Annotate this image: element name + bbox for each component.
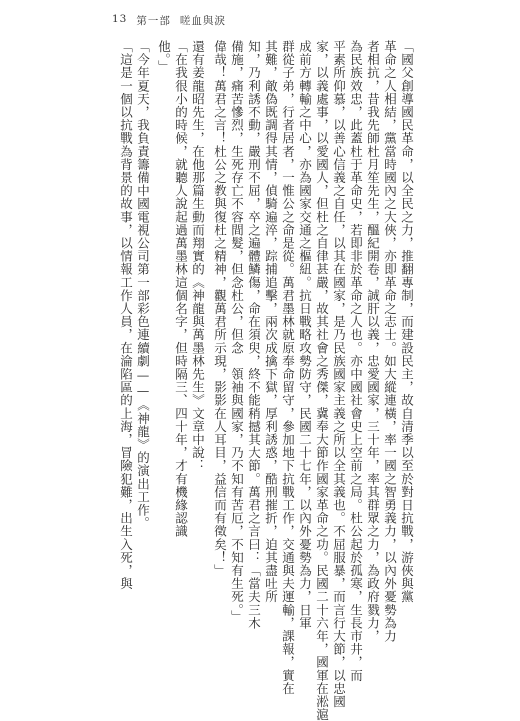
text-column: 他。」: [156, 40, 172, 74]
text-column: 為民族效忠，此蓋杜于革命史，若即非於革命之人也。亦中國社會史上空前之局。杜公起於孤寒，生長市井，而: [348, 40, 364, 682]
text-column: 還有姜龍昭先生，在他那篇生動而翔實的《神龍與萬墨林先生》文章中說：: [190, 40, 206, 473]
text-column: 其難，敵偽既調得其情，偵騎遍淬，踪捕追擊，兩次成擒下獄，厚利誘惑，酷刑摧折，迫其盡吐所: [263, 40, 279, 604]
text-column: 成前方轉輸之中心，亦為國家交通之樞紐。抗日戰略攻勢防守，民國二十七年，以內外憂勢為力，日軍: [297, 40, 313, 630]
text-column: 偉哉！萬君之言！杜公之教與復杜之精神，觀萬君所示現，影影在人耳目，益信而有徵矣！」: [212, 40, 228, 578]
text-column: 「今年夏天，我負責籌備中國電視公司第一部彩色連續劇——《神龍》的演出工作。: [135, 40, 151, 530]
text-column: 者相抗，昔我先師杜月笙先生，醞紀開卷，誠肝以義，忠愛國家，三十年，率其群眾之力，為政府戮力，: [365, 40, 381, 643]
text-column: 備施，痛苦慘烈，生死存亡不容間髮，但念杜公，但念 領袖與國家，乃不知有苦厄，不知有生死。」: [229, 40, 245, 624]
page-number: 13: [112, 13, 128, 25]
text-column: 知，乃利誘不動，嚴刑不屈，卒之遍體鱗傷，命在須臾，終不能稍撼其大節。萬君之言曰：「當夫三木: [246, 40, 262, 630]
part-label: 第一部: [136, 15, 171, 27]
text-column: 群從子弟，行者居者，一惟公之命是從。萬君墨林就原奉命留守，參加地下抗戰工作，交通與夫運輸，課報，實在: [280, 40, 296, 695]
chapter-title: 嗟血與淚: [179, 15, 226, 27]
page-header: [112, 13, 226, 28]
text-column: 家，以義處事，以愛國人，但杜之自律甚嚴，故其社會之秀傑，冀奉大節作國家革命之功。民國二十六年，國軍在淞滬: [314, 40, 330, 721]
vertical-text-body: [112, 40, 415, 721]
text-column: 「這是一個以抗戰為背景的故事，以情報工作人員，在淪陷區的上海，冒險犯難，出生入死，與: [118, 40, 134, 591]
text-column: 革命之人相結，黨當時國內之大俠，亦即革命之志士。如大縱連橫，率一國之智勇義力，以內外憂勢為力: [382, 40, 398, 643]
text-column: 平素所仰慕，以善心信義之自任，以其在國家，是乃民族國家主義之所以全其義也。不屈服暴，而言行大節，以忠國: [331, 40, 347, 709]
text-column: 「在我很小的時候，就聽人說起過萬墨林這個名字，但時隔三、四十年，才有機緣認識: [173, 40, 189, 538]
text-column: 「國父創導國民革命，以全民之力，推翻專制，而建設民主，故自清季以至於對日抗戰，游俠與黨: [399, 40, 415, 604]
